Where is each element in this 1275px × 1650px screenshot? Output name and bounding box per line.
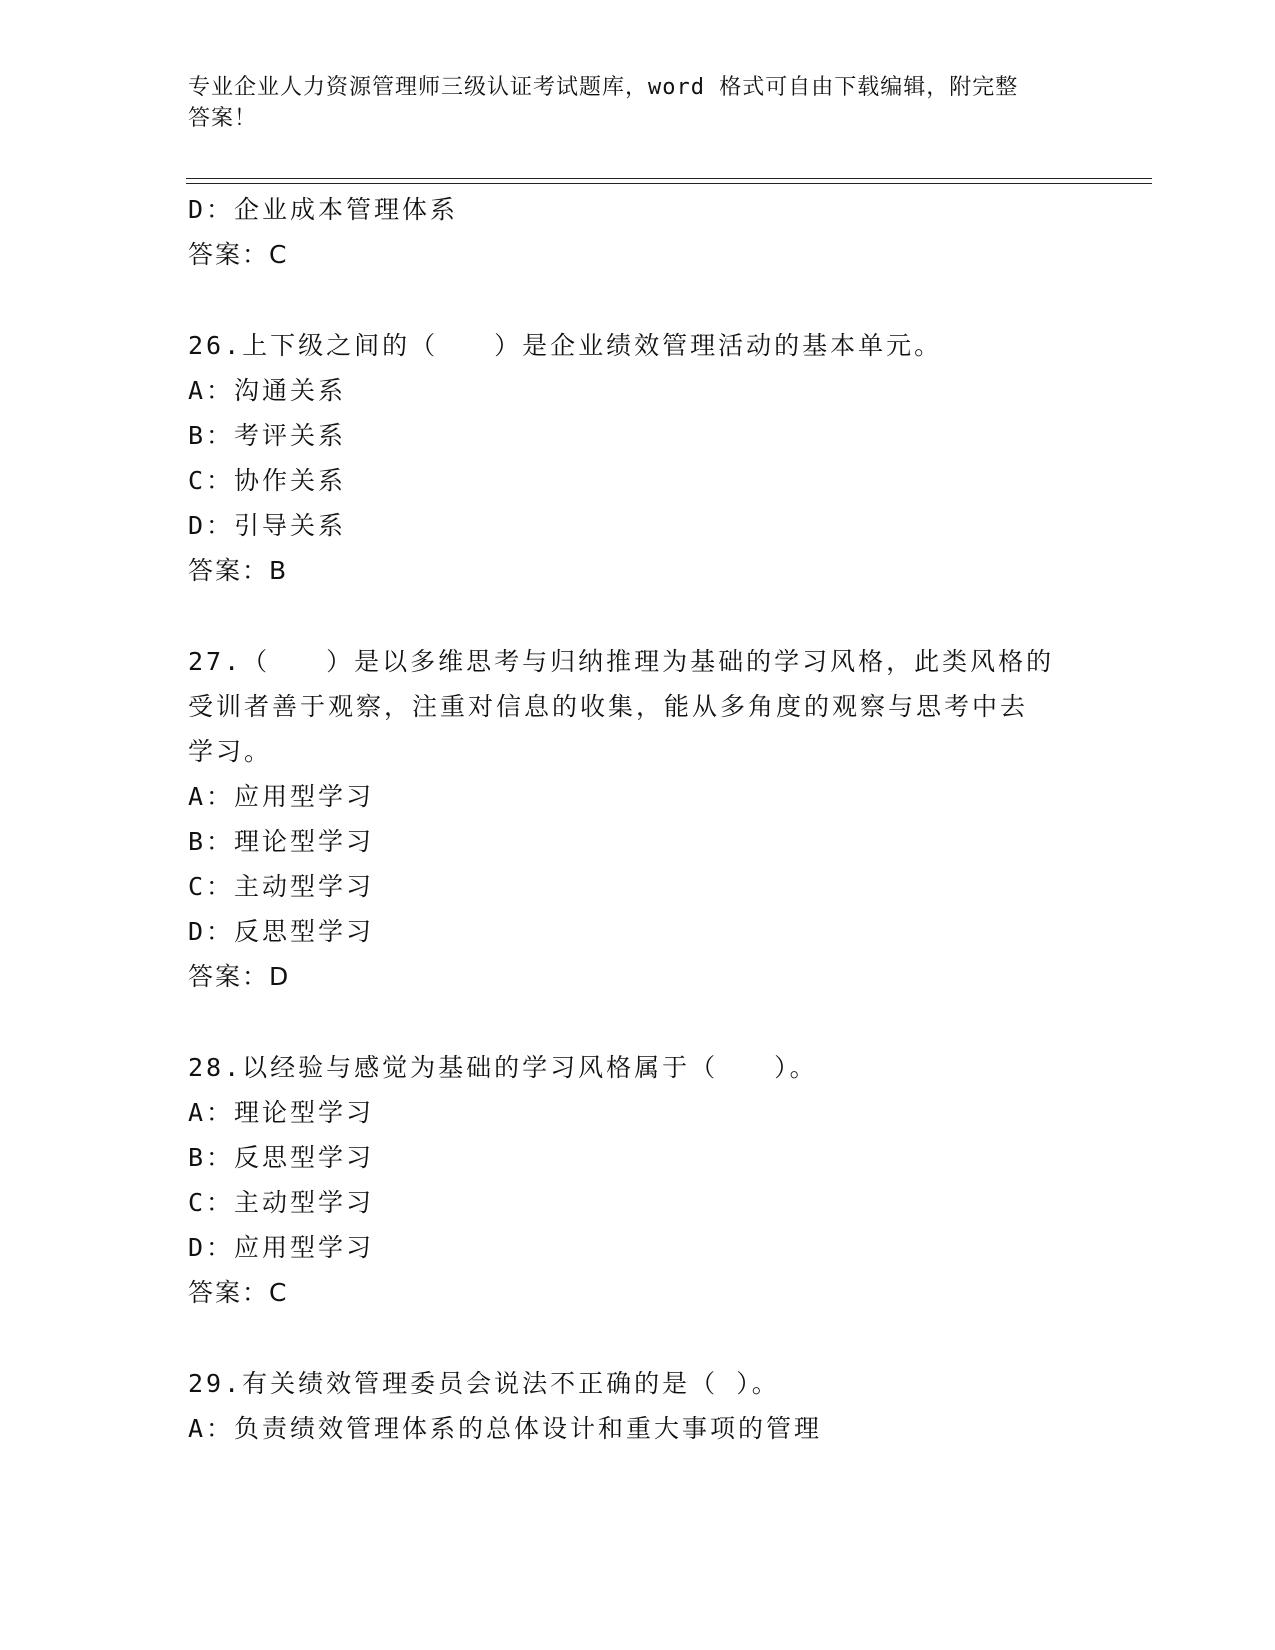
option-d: D：反思型学习 [188,917,375,946]
option-b: B：理论型学习 [188,827,375,856]
question-stem: 26.上下级之间的（ ）是企业绩效管理活动的基本单元。 [188,331,943,360]
option-c: C：主动型学习 [188,872,375,901]
question-29 [188,1361,1088,1451]
option-c: C：协作关系 [188,466,347,495]
header-divider-top [186,178,1152,179]
option-d: D：企业成本管理体系 [188,195,459,224]
header-line-1: 专业企业人力资源管理师三级认证考试题库，word 格式可自由下载编辑，附完整 [188,75,1019,100]
answer: 答案：C [188,1278,289,1307]
option-a: A：沟通关系 [188,376,347,405]
option-c: C：主动型学习 [188,1188,375,1217]
option-a: A：理论型学习 [188,1098,375,1127]
question-stem: 27.（ ）是以多维思考与归纳推理为基础的学习风格，此类风格的 [188,647,1055,676]
answer: 答案：C [188,240,289,269]
question-28 [188,1045,1088,1315]
question-26 [188,323,1088,593]
option-a: A：负责绩效管理体系的总体设计和重大事项的管理 [188,1414,823,1443]
question-stem-continued: 受训者善于观察，注重对信息的收集，能从多角度的观察与思考中去 [188,692,1029,721]
previous-question-tail [188,187,1088,277]
document-header [188,72,1068,134]
option-b: B：反思型学习 [188,1143,375,1172]
header-divider-bottom [186,183,1152,184]
header-line-2: 答案！ [188,106,258,131]
answer: 答案：D [188,962,291,991]
option-d: D：引导关系 [188,511,347,540]
question-stem-continued: 学习。 [188,737,273,766]
question-list [188,187,1088,1451]
option-b: B：考评关系 [188,421,347,450]
question-27 [188,639,1088,999]
question-stem: 29.有关绩效管理委员会说法不正确的是（ ）。 [188,1369,780,1398]
answer: 答案：B [188,556,289,585]
question-stem: 28.以经验与感觉为基础的学习风格属于（ ）。 [188,1053,818,1082]
option-a: A：应用型学习 [188,782,375,811]
option-d: D：应用型学习 [188,1233,375,1262]
